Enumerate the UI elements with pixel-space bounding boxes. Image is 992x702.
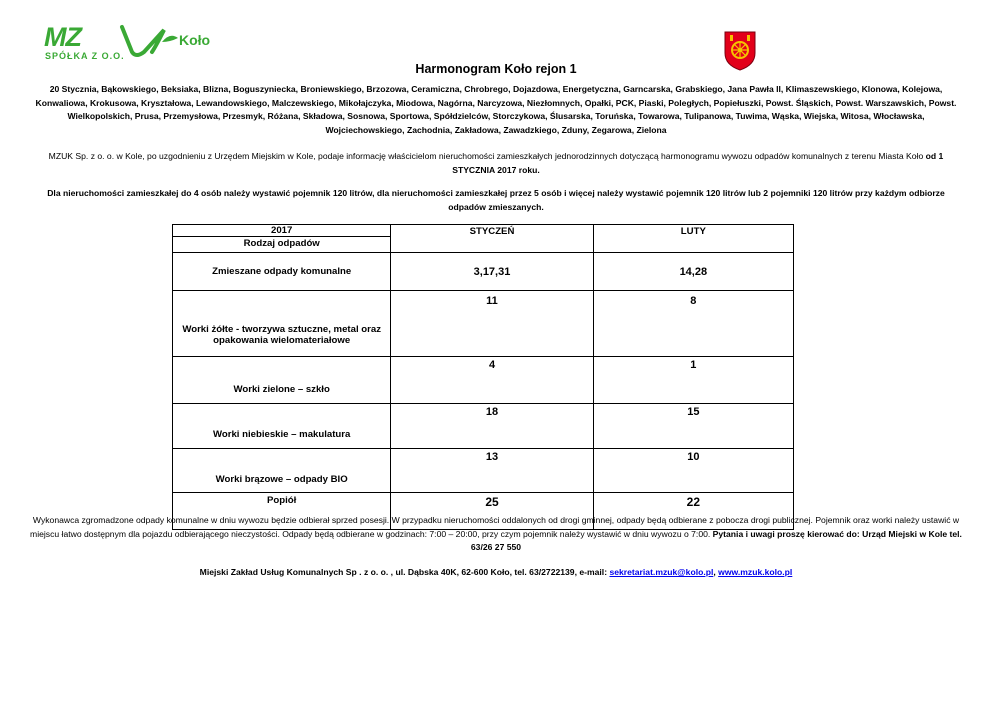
street-list: 20 Stycznia, Bąkowskiego, Beksiaka, Blizna, Boguszyniecka, Broniewskiego, Brzozowa, Ceramiczna, Chrobrego, Dojazdowa, Energetyczna, Garncarska, Grabskiego, Jana Pawła II, Klimaszewskiego, Klonowa, Kolejowa, Konwaliowa, Krokusowa, Kryształowa, Lewandowskiego, Malczewskiego, Mikołajczyka, Miodowa, Nagórna, Narcyzowa, Niezłomnych, Opałki, PCK, Piaski, Poległych, Popiełuszki, Powst. Śląskich, Powst. Warszawskich, Powst. Wielkopolskich, Prusa, Przemysłowa, Przesmyk, Różana, Składowa, Sosnowa, Sportowa, Spółdzielców, Storczykowa, Ślusarska, Toruńska, Towarowa, Tulipanowa, Tuwima, Wąska, Wiejska, Witosa, Włocławska, Wojciechowskiego, Zachodnia, Zakładowa, Zawadzkiego, Zduny, Zegarowa, Zielona [35,84,957,135]
svg-text:MZ: MZ [44,22,81,52]
intro-paragraph [30,150,962,177]
row-label: Worki żółte - tworzywa sztuczne, metal oraz opakowania wielomateriałowe [173,291,391,357]
row-value-january: 18 [391,404,593,449]
table-header-row [173,225,794,253]
footer-text: Wykonawca zgromadzone odpady komunalne w dniu wywozu będzie odbierał sprzed posesji. W przypadku nieruchomości oddalonych od drogi gminnej, odpady będą odbierane z pobocza drogi publicznej. Pojemnik oraz worki należy ustawić w miejscu łatwo dostępnym dla pojazdu odbierającego nieczystości. Odpady będą odbierane w godzinach: 7:00 – 20:00, przy czym pojemnik należy wystawić w dniu wywozu o 7:00. [30,515,960,539]
footer-paragraph [30,514,962,555]
footer-contact-phone: Pytania i uwagi proszę kierować do: Urząd Miejski w Kole tel. 63/26 27 550 [470,528,962,553]
table-row [173,291,794,357]
table-year: 2017 [173,225,390,237]
table-type-label: Rodzaj odpadów [243,238,320,249]
container-rule: Dla nieruchomości zamieszkałej do 4 osób należy wystawić pojemnik 120 litrów, dla nieruchomości zamieszkałej przez 5 osób i więcej należy wystawić pojemnik 120 litrów lub 2 pojemniki 120 litrów przy każdym odbiorze odpadów zmieszanych. [47,188,945,212]
website-link[interactable]: www.mzuk.kolo.pl [718,567,793,577]
table-row [173,404,794,449]
intro-date: od 1 STYCZNIA 2017 roku. [452,151,944,175]
row-label: Worki niebieskie – makulatura [173,404,391,449]
contact-address: Miejski Zakład Usług Komunalnych Sp . z o. o. , ul. Dąbska 40K, 62-600 Koło, tel. 63/2722139, e-mail: [199,567,608,577]
schedule-table [172,224,794,530]
row-label: Popiół [173,493,391,530]
row-value-january: 13 [391,449,593,493]
mzuk-logo [44,22,244,64]
month-header-february: LUTY [593,225,793,253]
email-link[interactable]: sekretariat.mzuk@kolo.pl [609,567,714,577]
table-row [173,449,794,493]
row-value-february: 1 [593,357,793,404]
svg-text:SPÓŁKA Z O.O.: SPÓŁKA Z O.O. [45,51,125,61]
row-value-january: 3,17,31 [391,253,593,291]
row-value-january: 4 [391,357,593,404]
row-value-january: 25 [391,493,593,530]
intro-text: MZUK Sp. z o. o. w Kole, po uzgodnieniu z Urzędem Miejskim w Kole, podaje informację właścicielom nieruchomości zamieszkałych jednorodzinnych dotyczącą harmonogramu wywozu odpadów komunalnych z terenu Miasta Koło [48,151,924,161]
row-label: Worki zielone – szkło [173,357,391,404]
page-title: Harmonogram Koło rejon 1 [415,62,577,76]
svg-text:Koło: Koło [179,32,211,48]
table-row [173,357,794,404]
row-value-february: 10 [593,449,793,493]
row-value-january: 11 [391,291,593,357]
company-contact [30,566,962,580]
row-value-february: 15 [593,404,793,449]
table-row [173,253,794,291]
month-header-january: STYCZEŃ [391,225,593,253]
row-value-february: 22 [593,493,793,530]
row-value-february: 8 [593,291,793,357]
row-label: Zmieszane odpady komunalne [173,253,391,291]
row-label: Worki brązowe – odpady BIO [173,449,391,493]
contact-separator: , [713,567,716,577]
table-header-type [173,225,391,253]
row-value-february: 14,28 [593,253,793,291]
